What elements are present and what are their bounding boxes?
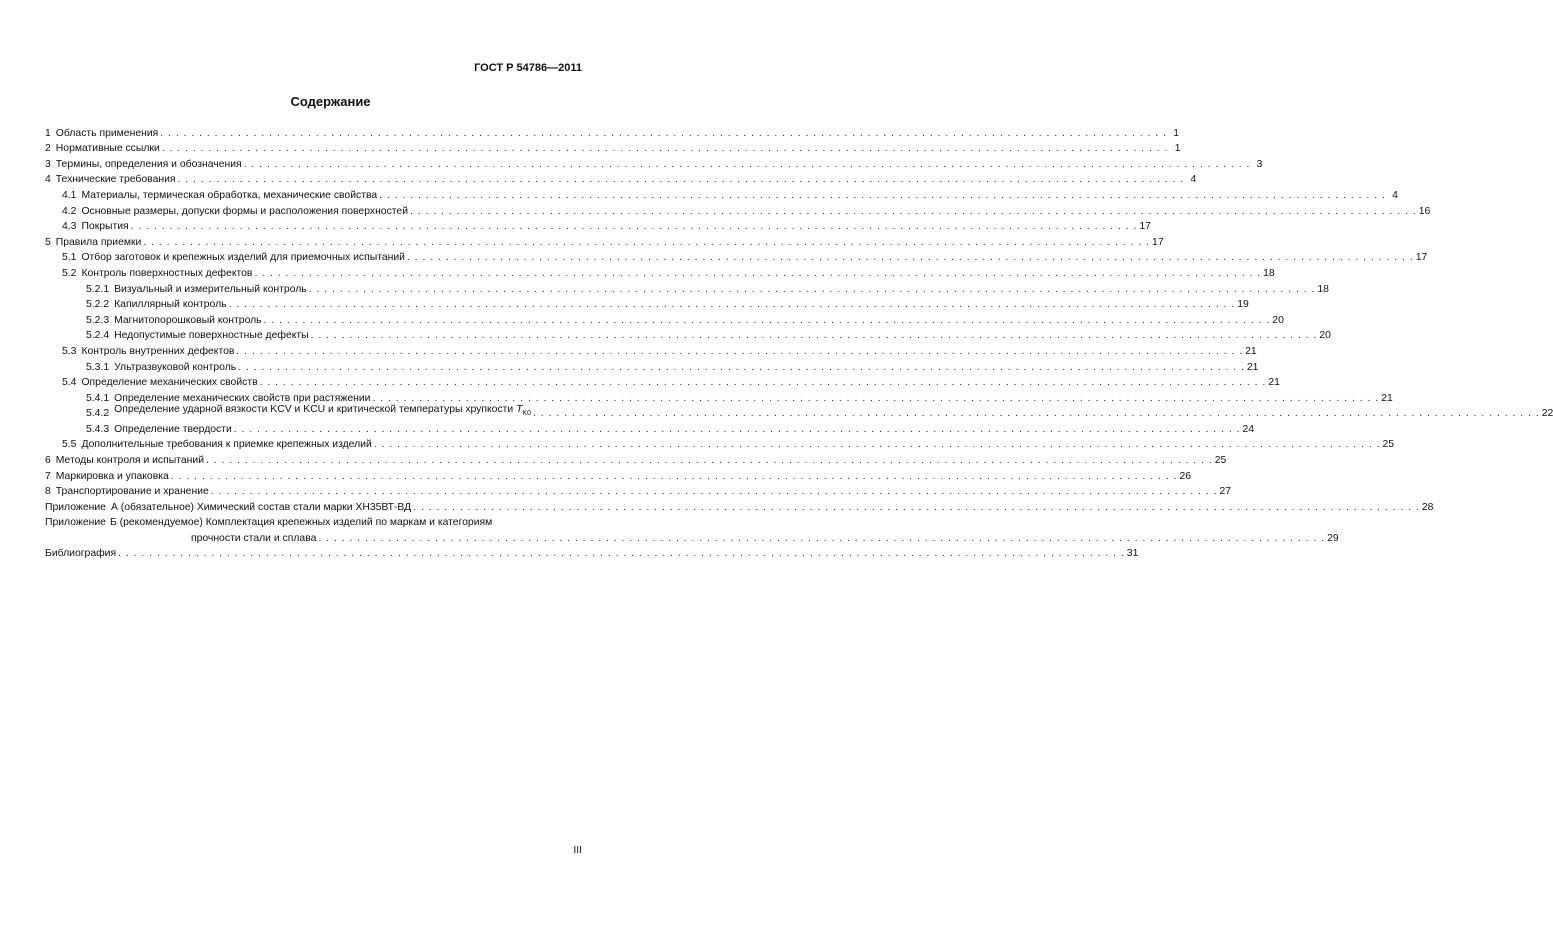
dot-leader	[260, 376, 1267, 389]
dot-leader	[143, 236, 1150, 249]
toc-entry[interactable]	[45, 202, 1431, 218]
toc-entry[interactable]	[45, 358, 1259, 374]
toc-entry-number: 5.2.3	[86, 314, 110, 326]
dot-leader	[311, 329, 1318, 342]
toc-entry[interactable]	[45, 280, 1329, 296]
toc-entry-title: Термины, определения и обозначения	[55, 158, 242, 170]
dot-leader	[236, 345, 1243, 358]
dot-leader	[244, 158, 1251, 171]
toc-entry-title: Отбор заготовок и крепежных изделий для приемочных испытаний	[81, 252, 405, 264]
toc-entry-title: Определение ударной вязкости KCV и KCU и критической температуры хрупкости $T_{K0}$	[114, 404, 532, 418]
dot-leader	[309, 283, 1316, 296]
toc-entry-page: 31	[1126, 548, 1139, 560]
toc-entry[interactable]	[45, 342, 1257, 358]
toc-entry-page: 21	[1246, 361, 1259, 373]
toc-entry[interactable]	[45, 249, 1428, 265]
toc-entry-page: 25	[1382, 439, 1395, 451]
toc-entry-title: Визуальный и измерительный контроль	[114, 283, 307, 295]
toc-entry[interactable]	[45, 171, 1197, 187]
toc-entry-number: Приложение	[45, 501, 106, 513]
toc-entry-page: 1	[1174, 143, 1181, 155]
dot-leader	[254, 267, 1261, 280]
dot-leader	[407, 251, 1414, 264]
toc-entry-title: Методы контроля и испытаний	[55, 455, 204, 467]
toc-entry-number: 5.5	[62, 439, 77, 451]
toc-entry-page: 27	[1219, 486, 1232, 498]
toc-entry-title: Транспортирование и хранение	[55, 486, 209, 498]
toc-entry-appendix-b[interactable]	[45, 514, 1339, 545]
toc-entry[interactable]	[45, 296, 1249, 312]
toc-entry-page: 29	[1327, 532, 1339, 544]
toc-entry-page: 21	[1268, 377, 1280, 389]
toc-entry-page: 24	[1242, 423, 1255, 435]
toc-entry-title: Недопустимые поверхностные дефекты	[114, 330, 309, 342]
toc-entry[interactable]	[45, 311, 1284, 327]
toc-entry-title: Ультразвуковой контроль	[114, 361, 237, 373]
toc-entry[interactable]	[45, 467, 1192, 483]
dot-leader	[374, 438, 1381, 451]
toc-entry-number: 5.2.2	[86, 299, 110, 311]
toc-entry-page: 21	[1381, 392, 1393, 404]
dot-leader	[264, 314, 1271, 327]
toc-entry-page: 16	[1418, 205, 1431, 217]
toc-entry-number: 5.3.1	[86, 361, 110, 373]
toc-entry-number: 4.3	[62, 221, 77, 233]
toc-entry-number: 1	[45, 127, 51, 139]
dot-leader	[410, 205, 1417, 218]
dot-leader	[118, 547, 1125, 560]
toc-entry-page: 20	[1272, 314, 1284, 326]
toc-entry-page: 25	[1214, 455, 1227, 467]
toc-entry[interactable]	[45, 186, 1398, 202]
toc-entry-title: Б (рекомендуемое) Комплектация крепежных изделий по маркам и категориям	[109, 517, 493, 529]
toc-entry-title: Определение механических свойств при растяжении	[114, 392, 371, 404]
toc-entry-page: 19	[1237, 299, 1249, 311]
toc-entry-page: 17	[1139, 221, 1151, 233]
toc-entry-title: А (обязательное) Химический состав стали марки ХН35ВТ-ВД	[110, 501, 412, 513]
toc-entry-number: 6	[45, 455, 51, 467]
page-title: Содержание	[290, 94, 371, 109]
toc-entry-number: 4.1	[62, 189, 77, 201]
toc-entry-title: Капиллярный контроль	[114, 299, 227, 311]
toc-entry-number: 5.3	[62, 345, 77, 357]
toc-entry-title: Покрытия	[81, 221, 129, 233]
toc-entry-number: 5.4.1	[86, 392, 110, 404]
toc-entry-title: Маркировка и упаковка	[55, 470, 169, 482]
dot-leader	[413, 501, 1420, 514]
toc-entry[interactable]	[45, 483, 1232, 499]
temperature-symbol: T	[516, 404, 523, 416]
toc-entry-title: Библиография	[45, 548, 117, 560]
dot-leader	[379, 189, 1386, 202]
toc-entry-page: 22	[1541, 408, 1553, 420]
toc-entry-title: Правила приемки	[55, 236, 142, 248]
dot-leader	[206, 454, 1213, 467]
dot-leader	[229, 298, 1236, 311]
toc-entry-page: 18	[1263, 267, 1275, 279]
dot-leader	[238, 361, 1245, 374]
toc-entry-title: Материалы, термическая обработка, механические свойства	[81, 189, 378, 201]
toc-entry-title: Область применения	[55, 127, 159, 139]
toc-entry-title: Технические требования	[55, 174, 176, 186]
toc-entry-number: 5	[45, 236, 51, 248]
toc-entry-title: Магнитопорошковый контроль	[114, 314, 262, 326]
toc-entry-page: 28	[1421, 501, 1434, 513]
toc-entry[interactable]	[45, 155, 1263, 171]
toc-entry-title: Нормативные ссылки	[55, 143, 160, 155]
toc-entry-number: 5.4	[62, 377, 77, 389]
toc-entry-page: 4	[1190, 174, 1197, 186]
toc-entry-number: 7	[45, 470, 51, 482]
toc-entry-number: 4.2	[62, 205, 77, 217]
toc-entry-title: Дополнительные требования к приемке крепежных изделий	[81, 439, 372, 451]
toc-entry-page: 26	[1179, 470, 1192, 482]
toc-entry-bibliography[interactable]	[45, 545, 1139, 561]
toc-entry[interactable]	[45, 124, 1179, 140]
toc-entry[interactable]	[45, 420, 1255, 436]
table-of-contents	[45, 124, 1553, 560]
toc-entry-page: 20	[1319, 330, 1331, 342]
temperature-subscript: K0	[522, 410, 532, 418]
dot-leader	[160, 127, 1167, 140]
toc-entry-title: Определение твердости	[114, 423, 232, 435]
toc-entry-number: 2	[45, 143, 51, 155]
toc-entry-number: 5.2.4	[86, 330, 110, 342]
page-number: III	[573, 845, 582, 856]
toc-entry-page: 18	[1317, 283, 1329, 295]
toc-entry-title: Основные размеры, допуски формы и расположения поверхностей	[81, 205, 409, 217]
toc-entry[interactable]	[45, 436, 1395, 452]
toc-entry[interactable]	[45, 498, 1434, 514]
dot-leader	[318, 532, 1325, 545]
dot-leader	[533, 407, 1540, 420]
toc-entry-number: 5.2.1	[86, 283, 110, 295]
dot-leader	[131, 220, 1138, 233]
toc-entry-page: 21	[1245, 345, 1257, 357]
toc-entry[interactable]	[45, 404, 1553, 421]
toc-entry[interactable]	[45, 233, 1164, 249]
dot-leader	[234, 423, 1241, 436]
toc-entry-number: 5.1	[62, 252, 77, 264]
toc-entry[interactable]	[45, 140, 1181, 156]
toc-entry-page: 1	[1173, 127, 1179, 139]
toc-entry-number: 3	[45, 158, 51, 170]
dot-leader	[178, 173, 1185, 186]
toc-entry-page: 17	[1152, 236, 1164, 248]
toc-entry-number: 5.4.2	[86, 408, 110, 420]
toc-entry-page: 17	[1415, 252, 1428, 264]
toc-entry[interactable]	[45, 264, 1275, 280]
toc-entry[interactable]	[45, 218, 1151, 234]
toc-entry-number: 5.4.3	[86, 423, 110, 435]
toc-entry-title-continued: прочности стали и сплава	[190, 532, 317, 544]
dot-leader	[171, 470, 1178, 483]
toc-entry-page: 3	[1256, 158, 1263, 170]
dot-leader	[162, 142, 1169, 155]
toc-entry-number: 8	[45, 486, 51, 498]
toc-entry[interactable]	[45, 451, 1227, 467]
document-id: ГОСТ Р 54786—2011	[474, 62, 582, 74]
toc-entry-number: 4	[45, 174, 51, 186]
toc-entry-title: Контроль поверхностных дефектов	[81, 267, 253, 279]
toc-entry-page: 4	[1392, 189, 1398, 201]
toc-entry[interactable]	[45, 327, 1331, 343]
toc-entry-number: 5.2	[62, 267, 77, 279]
toc-entry-title: Определение механических свойств	[81, 377, 258, 389]
toc-entry-number: Приложение	[45, 517, 106, 529]
toc-entry-title: Контроль внутренних дефектов	[81, 345, 235, 357]
toc-entry[interactable]	[45, 374, 1280, 390]
dot-leader	[211, 485, 1218, 498]
